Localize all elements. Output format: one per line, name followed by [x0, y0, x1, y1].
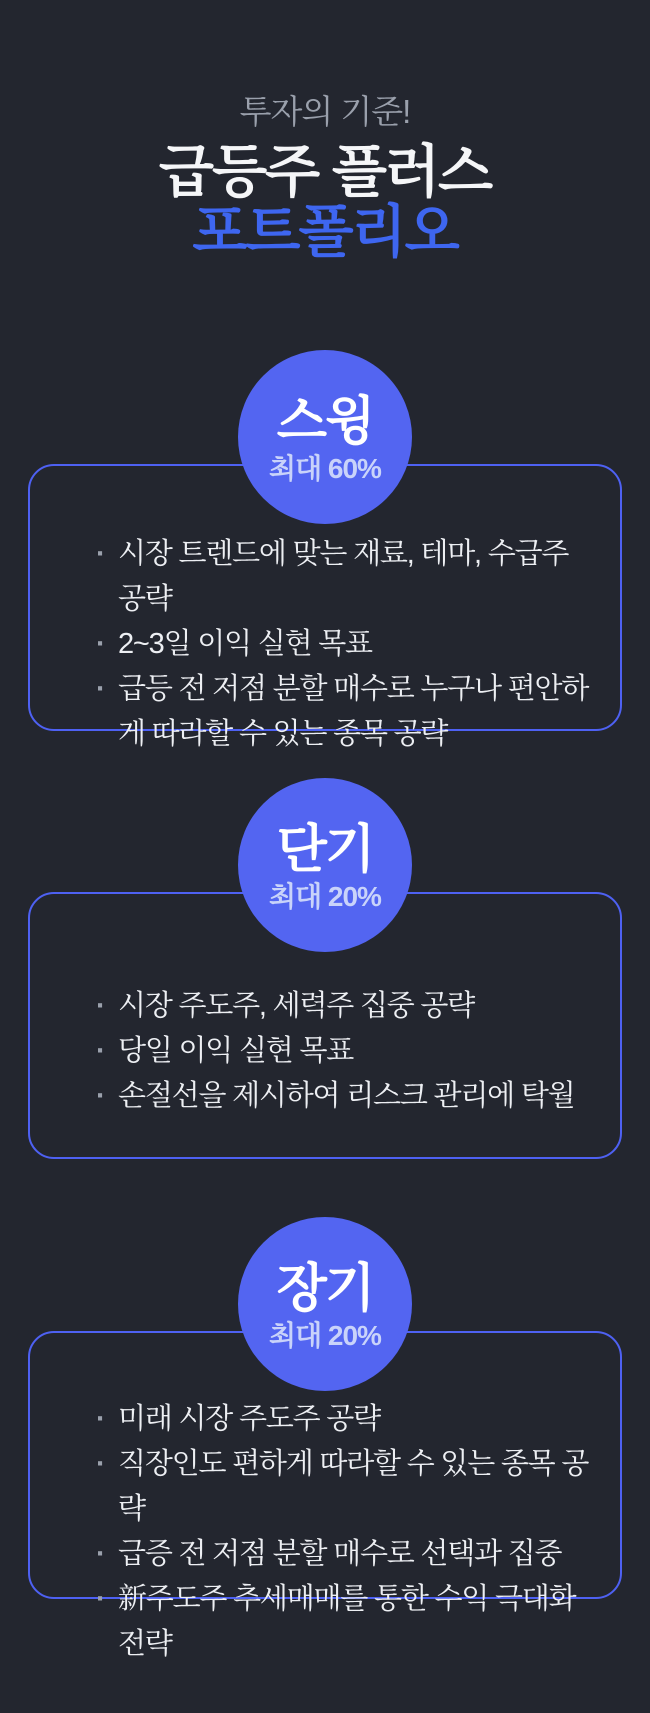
bullet-item: · 미래 시장 주도주 공략 — [96, 1397, 596, 1442]
section-swing — [0, 350, 650, 750]
swing-badge-subtitle: 최대 60% — [269, 453, 381, 484]
section-short-term — [0, 778, 650, 1159]
header-tagline: 투자의 기준! — [239, 93, 411, 130]
page-title-main: 급등주 플러스 — [158, 140, 492, 204]
swing-badge-title: 스윙 — [276, 393, 374, 451]
swing-bullet-list — [96, 532, 596, 757]
bullet-item: · 시장 주도주, 세력주 집중 공략 — [96, 984, 596, 1029]
short-term-badge-title: 단기 — [276, 821, 374, 879]
bullet-item: · 직장인도 편하게 따라할 수 있는 종목 공략 — [96, 1442, 596, 1532]
bullet-item: · 新주도주 추세매매를 통한 수익 극대화 전략 — [96, 1577, 596, 1667]
page-title-sub: 포트폴리오 — [192, 200, 458, 264]
long-term-bullet-list — [96, 1397, 596, 1667]
bullet-item: · 당일 이익 실현 목표 — [96, 1029, 596, 1074]
short-term-badge-circle — [238, 778, 412, 952]
short-term-bullet-list — [96, 984, 596, 1119]
short-term-badge-subtitle: 최대 20% — [269, 881, 381, 912]
bullet-item: · 손절선을 제시하여 리스크 관리에 탁월 — [96, 1074, 596, 1119]
bullet-item: · 2~3일 이익 실현 목표 — [96, 622, 596, 667]
long-term-badge-title: 장기 — [276, 1260, 374, 1318]
swing-badge-circle — [238, 350, 412, 524]
long-term-badge-subtitle: 최대 20% — [269, 1320, 381, 1351]
bullet-item: · 급등 전 저점 분할 매수로 누구나 편안하게 따라할 수 있는 종목 공략 — [96, 667, 596, 757]
section-long-term — [0, 1217, 650, 1660]
bullet-item: · 급증 전 저점 분할 매수로 선택과 집중 — [96, 1532, 596, 1577]
long-term-badge-circle — [238, 1217, 412, 1391]
header — [0, 0, 650, 262]
bullet-item: · 시장 트렌드에 맞는 재료, 테마, 수급주 공략 — [96, 532, 596, 622]
